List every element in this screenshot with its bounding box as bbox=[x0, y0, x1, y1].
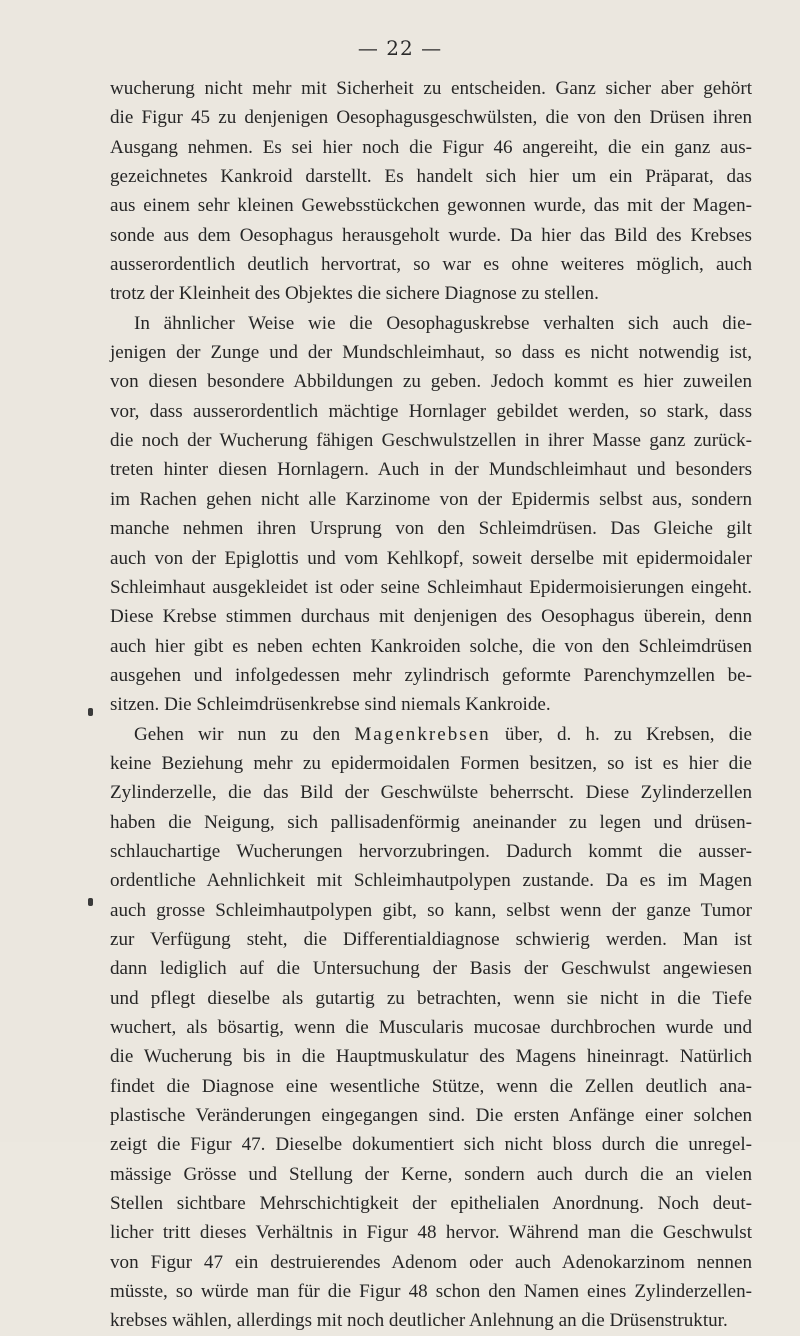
text-line: schlauchartige Wucherungen hervorzubringen. Dadurch kommt die ausser- bbox=[110, 840, 752, 862]
lead-text: Gehen wir nun zu den bbox=[134, 723, 341, 745]
text-line: wuchert, als bösartig, wenn die Muscularis mucosae durchbrochen wurde und bbox=[110, 1017, 752, 1038]
text-line: auch grosse Schleimhautpolypen gibt, so kann, selbst wenn der ganze Tumor bbox=[110, 899, 752, 921]
margin-ink-spot bbox=[88, 898, 93, 906]
text-line: die Wucherung bis in die Hauptmuskulatur des Magens hineinragt. Natürlich bbox=[110, 1046, 752, 1068]
text-line: auch hier gibt es neben echten Kankroiden solche, die von den Schleimdrüsen bbox=[110, 635, 752, 657]
text-line: Diese Krebse stimmen durchaus mit denjenigen des Oesophagus überein, denn bbox=[110, 606, 752, 628]
text-line: mässige Grösse und Stellung der Kerne, sondern auch durch die an vielen bbox=[110, 1163, 752, 1185]
text-line: licher tritt dieses Verhältnis in Figur 48 hervor. Während man die Geschwulst bbox=[110, 1222, 752, 1244]
text-line: vor, dass ausserordentlich mächtige Hornlager gebildet werden, so stark, dass bbox=[110, 400, 752, 422]
text-line: auch von der Epiglottis und vom Kehlkopf, soweit derselbe mit epidermoidaler bbox=[110, 547, 752, 569]
text-line: treten hinter diesen Hornlagern. Auch in der Mundschleimhaut und besonders bbox=[110, 459, 752, 481]
text-line: dann lediglich auf die Untersuchung der Basis der Geschwulst angewiesen bbox=[110, 958, 752, 980]
text-line: im Rachen gehen nicht alle Karzinome von der Epidermis selbst aus, sondern bbox=[110, 488, 752, 510]
text-line: Ausgang nehmen. Es sei hier noch die Figur 46 angereiht, die ein ganz aus- bbox=[110, 136, 752, 158]
text-line: zeigt die Figur 47. Dieselbe dokumentiert sich nicht bloss durch die unregel- bbox=[110, 1134, 752, 1156]
text-line-lead bbox=[110, 720, 752, 749]
text-line: Zylinderzelle, die das Bild der Geschwülste beherrscht. Diese Zylinderzellen bbox=[110, 782, 752, 804]
lead-text-rest: über, d. h. zu Krebsen, die bbox=[504, 723, 753, 745]
text-line: müsste, so würde man für die Figur 48 schon den Namen eines Zylinderzellen- bbox=[110, 1281, 752, 1303]
text-line: sitzen. Die Schleimdrüsenkrebse sind niemals Kankroide. bbox=[110, 694, 551, 716]
text-line: In ähnlicher Weise wie die Oesophaguskrebse verhalten sich auch die- bbox=[134, 312, 752, 334]
text-line: findet die Diagnose eine wesentliche Stütze, wenn die Zellen deutlich ana- bbox=[110, 1075, 752, 1097]
body-text bbox=[110, 74, 752, 1336]
text-line: gezeichnetes Kankroid darstellt. Es handelt sich hier um ein Präparat, das bbox=[110, 166, 752, 188]
text-line: die Figur 45 zu denjenigen Oesophagusgeschwülsten, die von den Drüsen ihren bbox=[110, 107, 752, 129]
text-line: Stellen sichtbare Mehrschichtigkeit der epithelialen Anordnung. Noch deut- bbox=[110, 1193, 752, 1215]
text-line: keine Beziehung mehr zu epidermoidalen Formen besitzen, so ist es hier die bbox=[110, 752, 752, 774]
text-line: sonde aus dem Oesophagus herausgeholt wurde. Da hier das Bild des Krebses bbox=[110, 224, 752, 246]
text-line: aus einem sehr kleinen Gewebsstückchen gewonnen wurde, das mit der Magen- bbox=[110, 195, 752, 217]
text-line: die noch der Wucherung fähigen Geschwulstzellen in ihrer Masse ganz zurück- bbox=[110, 430, 752, 452]
paragraph-1 bbox=[110, 74, 752, 309]
text-line: haben die Neigung, sich pallisadenförmig aneinander zu legen und drüsen- bbox=[110, 811, 752, 833]
text-line: ordentliche Aehnlichkeit mit Schleimhautpolypen zustande. Da es im Magen bbox=[110, 870, 752, 892]
emphasis-text: Magenkrebsen bbox=[354, 723, 491, 745]
text-line: von Figur 47 ein destruierendes Adenom oder auch Adenokarzinom nennen bbox=[110, 1251, 752, 1273]
text-line: trotz der Kleinheit des Objektes die sichere Diagnose zu stellen. bbox=[110, 283, 599, 305]
text-line: ausserordentlich deutlich hervortrat, so war es ohne weiteres möglich, auch bbox=[110, 254, 752, 276]
text-line: jenigen der Zunge und der Mundschleimhaut, so dass es nicht notwendig ist, bbox=[110, 342, 752, 364]
page-number: — 22 — bbox=[357, 36, 443, 60]
text-line: plastische Veränderungen eingegangen sind. Die ersten Anfänge einer solchen bbox=[110, 1105, 752, 1127]
text-line: wucherung nicht mehr mit Sicherheit zu entscheiden. Ganz sicher aber gehört bbox=[110, 78, 752, 99]
text-line: manche nehmen ihren Ursprung von den Schleimdrüsen. Das Gleiche gilt bbox=[110, 518, 752, 540]
text-line: Schleimhaut ausgekleidet ist oder seine Schleimhaut Epidermoisierungen eingeht. bbox=[110, 576, 752, 598]
text-line: krebses wählen, allerdings mit noch deutlicher Anlehnung an die Drüsenstruktur. bbox=[110, 1310, 728, 1332]
text-line: zur Verfügung steht, die Differentialdiagnose schwierig werden. Man ist bbox=[110, 928, 752, 950]
text-line: und pflegt dieselbe als gutartig zu betrachten, wenn sie nicht in die Tiefe bbox=[110, 987, 752, 1009]
margin-ink-spot bbox=[88, 708, 93, 716]
paragraph-2 bbox=[110, 309, 752, 720]
text-line: von diesen besondere Abbildungen zu geben. Jedoch kommt es hier zuweilen bbox=[110, 371, 752, 393]
text-line: ausgehen und infolgedessen mehr zylindrisch geformte Parenchymzellen be- bbox=[110, 664, 752, 686]
paragraph-3 bbox=[110, 720, 752, 1336]
